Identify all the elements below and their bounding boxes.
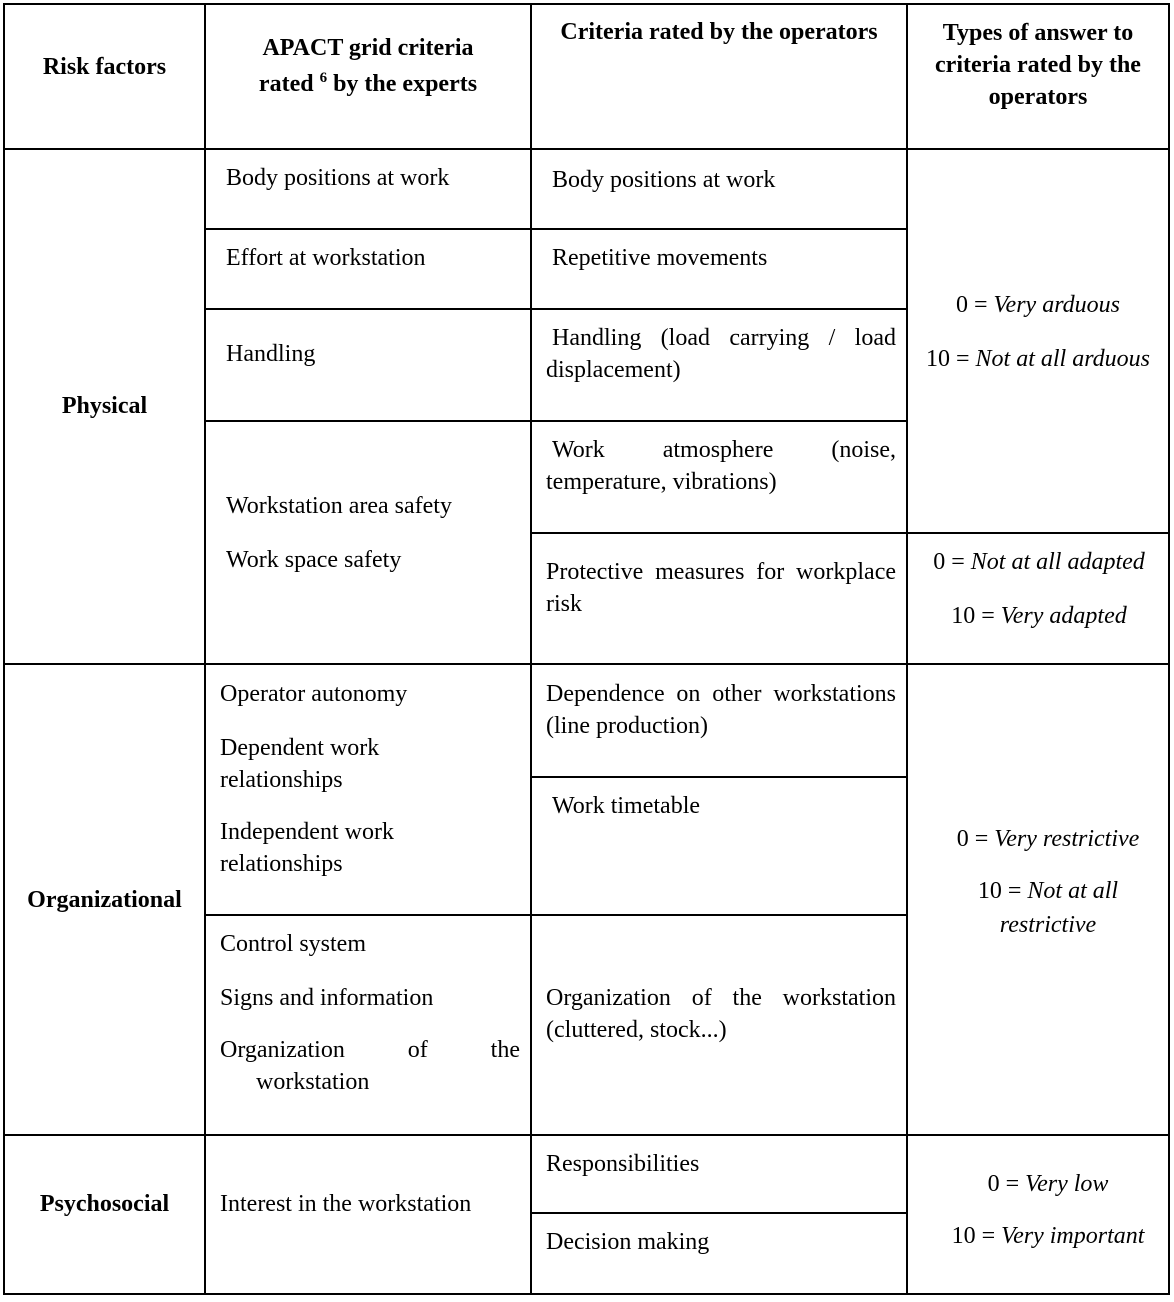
apact-interest-workstation: Interest in the workstation bbox=[220, 1191, 472, 1217]
table-border bbox=[204, 308, 908, 310]
operator-organization-workstation: Organization of the workstation (cluttered, stock...) bbox=[546, 985, 896, 1043]
apact-workstation-area-safety: Workstation area safety bbox=[226, 493, 452, 519]
table-border bbox=[204, 3, 206, 1295]
answer-low: 0 = Very low bbox=[987, 1171, 1109, 1197]
apact-independent-relationships: Independent work relationships bbox=[220, 819, 394, 877]
operator-dependence: Dependence on other workstations (line production) bbox=[546, 681, 896, 739]
header-apact-line2: rated $^6$ by the experts bbox=[258, 70, 478, 97]
table-border bbox=[204, 420, 908, 422]
table-border bbox=[530, 3, 532, 1295]
footnote-marker: 6 bbox=[319, 70, 328, 86]
apact-body-positions: Body positions at work bbox=[226, 165, 450, 191]
operator-protective-measures: Protective measures for workplace risk bbox=[546, 559, 896, 617]
table-border bbox=[530, 1212, 908, 1214]
risk-factor-psychosocial: Psychosocial bbox=[39, 1191, 170, 1217]
risk-factor-organizational: Organizational bbox=[27, 886, 182, 913]
header-risk-factors bbox=[5, 5, 204, 128]
apact-signs-information: Signs and information bbox=[220, 985, 434, 1011]
answer-high: 10 = Very adapted bbox=[951, 603, 1127, 629]
table-border bbox=[204, 228, 908, 230]
header-answer-types-label: Types of answer to criteria rated by the operators bbox=[935, 20, 1141, 110]
operator-body-positions: Body positions at work bbox=[552, 167, 776, 193]
answer-low: 0 = Very restrictive bbox=[956, 826, 1140, 852]
table-border bbox=[906, 3, 908, 1295]
operator-handling: Handling (load carrying / load displacement) bbox=[546, 325, 896, 383]
header-risk-factors-label: Risk factors bbox=[42, 53, 167, 80]
table-border bbox=[1168, 3, 1170, 1295]
header-operator-criteria-label: Criteria rated by the operators bbox=[560, 19, 878, 45]
table-border bbox=[530, 532, 1170, 534]
table-border bbox=[530, 776, 908, 778]
answer-adapted bbox=[908, 535, 1170, 643]
operator-responsibilities: Responsibilities bbox=[546, 1151, 700, 1177]
operator-repetitive-movements: Repetitive movements bbox=[552, 245, 768, 271]
header-apact-line1: APACT grid criteria bbox=[262, 35, 474, 61]
apact-organization-workstation: Organization of the workstation bbox=[220, 1037, 520, 1095]
apact-operator-autonomy: Operator autonomy bbox=[220, 681, 408, 707]
answer-arduous bbox=[908, 280, 1168, 384]
operator-work-atmosphere: Work atmosphere (noise, temperature, vibrations) bbox=[546, 437, 896, 495]
answer-importance bbox=[928, 1158, 1168, 1262]
table-border bbox=[3, 1293, 1170, 1295]
table-border bbox=[204, 914, 908, 916]
answer-high: 10 = Not at all arduous bbox=[925, 346, 1150, 372]
risk-factor-physical: Physical bbox=[61, 392, 148, 419]
answer-low: 0 = Very arduous bbox=[956, 292, 1120, 318]
answer-restrictive: 0 = Very restrictive 10 = Not at all restrictive bbox=[928, 822, 1168, 942]
operator-decision-making: Decision making bbox=[546, 1229, 710, 1255]
header-apact-criteria bbox=[206, 30, 530, 102]
answer-high: 10 = Very important bbox=[951, 1223, 1145, 1249]
apact-work-space-safety: Work space safety bbox=[226, 547, 402, 573]
answer-high: 10 = Not at all bbox=[977, 878, 1119, 904]
header-operator-criteria bbox=[532, 16, 906, 52]
apact-effort: Effort at workstation bbox=[226, 245, 426, 271]
answer-low: 0 = Not at all adapted bbox=[933, 549, 1145, 575]
apact-control-system: Control system bbox=[220, 931, 367, 957]
apact-dependent-relationships: Dependent work relationships bbox=[220, 735, 380, 793]
apact-handling: Handling bbox=[226, 341, 316, 367]
operator-work-timetable: Work timetable bbox=[552, 793, 701, 819]
header-answer-types bbox=[912, 17, 1164, 113]
